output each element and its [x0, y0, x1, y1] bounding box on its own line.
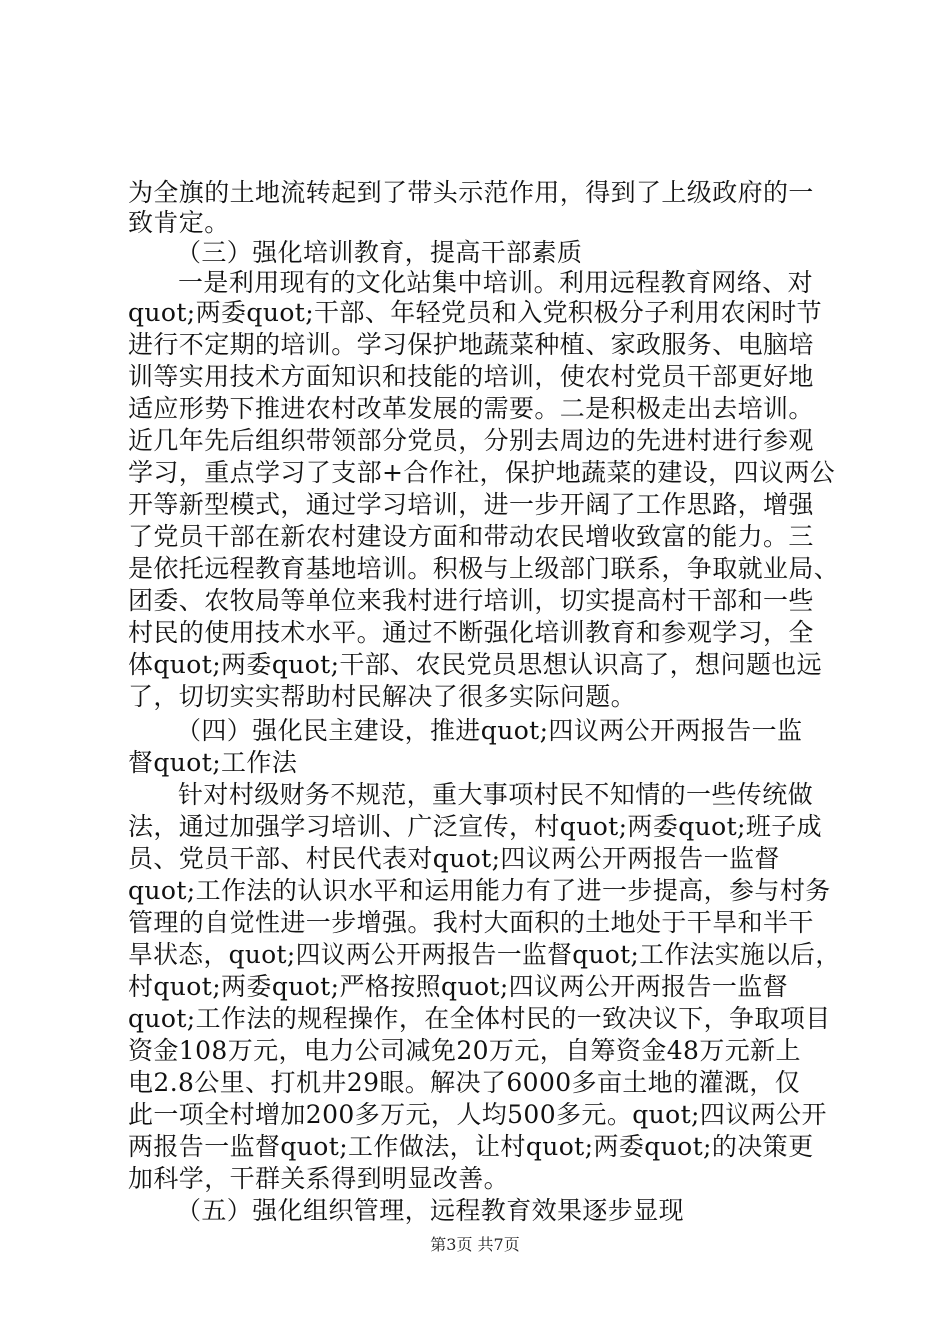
body-text-line: 进行不定期的培训。学习保护地蔬菜种植、家政服务、电脑培	[128, 330, 814, 359]
section-heading-5: （五）强化组织管理，远程教育效果逐步显现	[176, 1196, 685, 1225]
body-text-line: 员、党员干部、村民代表对quot;四议两公开两报告一监督	[128, 844, 780, 873]
page-footer	[0, 1235, 950, 1255]
page-number: 第3页	[430, 1235, 473, 1254]
section-heading-4: （四）强化民主建设，推进quot;四议两公开两报告一监	[176, 716, 803, 745]
body-text-line: quot;工作法的规程操作，在全体村民的一致决议下，争取项目	[128, 1004, 831, 1033]
section-heading-4-cont: 督quot;工作法	[128, 748, 298, 777]
section-heading-3: （三）强化培训教育，提高干部素质	[176, 238, 583, 267]
body-text-line: 是依托远程教育基地培训。积极与上级部门联系，争取就业局、	[128, 554, 840, 583]
body-text-line: 法，通过加强学习培训、广泛宣传，村quot;两委quot;班子成	[128, 812, 823, 841]
body-text-line: 了，切切实实帮助村民解决了很多实际问题。	[128, 682, 637, 711]
body-text-line: 电2.8公里、打机井29眼。解决了6000多亩土地的灌溉，仅	[128, 1068, 801, 1097]
body-text-line: 训等实用技术方面知识和技能的培训，使农村党员干部更好地	[128, 362, 814, 391]
body-text-line: 为全旗的土地流转起到了带头示范作用，得到了上级政府的一	[128, 178, 814, 207]
body-text-line: 加科学，干群关系得到明显改善。	[128, 1164, 510, 1193]
body-text-line: 村quot;两委quot;严格按照quot;四议两公开两报告一监督	[128, 972, 789, 1001]
body-text-line: quot;两委quot;干部、年轻党员和入党积极分子利用农闲时节	[128, 298, 823, 327]
body-text-line: 一是利用现有的文化站集中培训。利用远程教育网络、对	[178, 268, 814, 297]
body-text-line: 体quot;两委quot;干部、农民党员思想认识高了，想问题也远	[128, 650, 823, 679]
body-text-line: 了党员干部在新农村建设方面和带动农民增收致富的能力。三	[128, 522, 814, 551]
page-total: 共7页	[477, 1235, 520, 1254]
body-text-line: 两报告一监督quot;工作做法，让村quot;两委quot;的决策更	[128, 1132, 814, 1161]
body-text-line: 针对村级财务不规范，重大事项村民不知情的一些传统做	[178, 780, 814, 809]
body-text-line: quot;工作法的认识水平和运用能力有了进一步提高，参与村务	[128, 876, 831, 905]
body-text-line: 旱状态，quot;四议两公开两报告一监督quot;工作法实施以后，	[128, 940, 841, 969]
body-text-line: 适应形势下推进农村改革发展的需要。二是积极走出去培训。	[128, 394, 814, 423]
body-text-line: 村民的使用技术水平。通过不断强化培训教育和参观学习，全	[128, 618, 814, 647]
body-text-line: 团委、农牧局等单位来我村进行培训，切实提高村干部和一些	[128, 586, 814, 615]
body-text-line: 管理的自觉性进一步增强。我村大面积的土地处于干旱和半干	[128, 908, 814, 937]
body-text-line: 开等新型模式，通过学习培训，进一步开阔了工作思路，增强	[128, 490, 814, 519]
body-text-line: 此一项全村增加200多万元，人均500多元。quot;四议两公开	[128, 1100, 827, 1129]
body-text-line: 学习，重点学习了支部+合作社，保护地蔬菜的建设，四议两公	[128, 458, 836, 487]
body-text-line: 致肯定。	[128, 208, 230, 237]
body-text-line: 近几年先后组织带领部分党员，分别去周边的先进村进行参观	[128, 426, 814, 455]
body-text-line: 资金108万元，电力公司减免20万元，自筹资金48万元新上	[128, 1036, 801, 1065]
